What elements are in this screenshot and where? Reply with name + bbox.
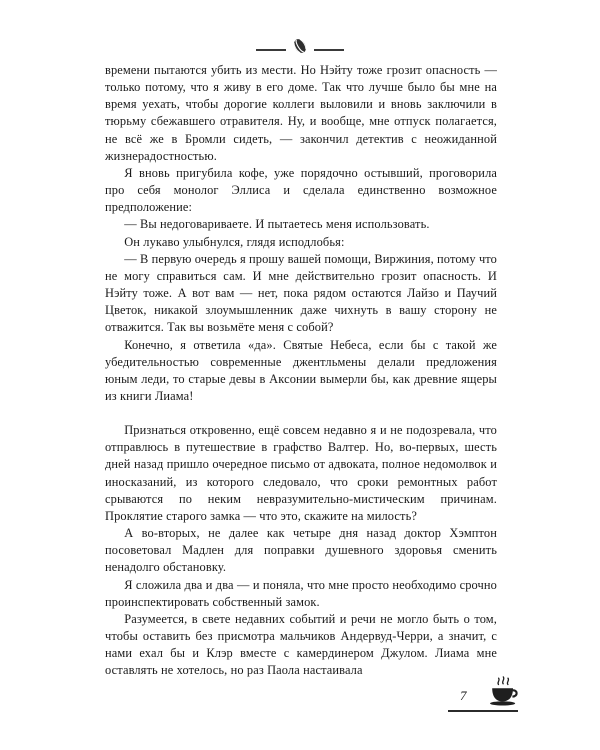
paragraph: Признаться откровенно, ещё совсем недавно я и не подозревала, что отправлюсь в путешествие в графство Валтер. Но, во-первых, шесть дней назад пришло очередное письмо от адвоката, полное недомолвок и иносказаний, из которого следовало, что сроки ремонтных работ срываются по неким невразумительно-мистическим причинам. Проклятие старого замка — что это, скажите на милость? (105, 423, 497, 523)
footer-rule (448, 710, 518, 712)
ornament-rule-right (314, 49, 344, 51)
paragraph: времени пытаются убить из мести. Но Нэйту тоже грозит опасность — только потому, что я живу в его доме. Так что лучше было бы мне на время уехать, чтобы дорогие коллеги выловили и вновь заключили в тюрьму сбежавшего отравителя. Ну, и вообще, мне отпуск полагается, не всё же в Бромли сидеть, — закончил детектив с неожиданной жизнерадостностью. (105, 63, 497, 163)
ornament-rule-left (256, 49, 286, 51)
body-text-column (105, 62, 497, 679)
paragraph: Я вновь пригубила кофе, уже порядочно остывший, проговорила про себя монолог Эллиса и сделала единственно возможное предположение: (105, 165, 497, 215)
paragraph: Разумеется, в свете недавних событий и речи не могло быть о том, чтобы оставить без присмотра мальчиков Андервуд-Черри, а значит, с нами ехал бы и Клэр вместе с камердинером Джулом. Лиама мне оставлять не хотелось, но раз Паола настаивала (105, 611, 497, 678)
paragraph: — Вы недоговариваете. И пытаетесь меня использовать. (124, 217, 430, 232)
paragraph: Конечно, я ответила «да». Святые Небеса, если бы с такой же убедительностью современные джентльмены делали предложения юным леди, то старые девы в Аксонии вымерли бы, как древние ящеры из книги Лиама! (105, 337, 497, 403)
steaming-coffee-cup-icon (486, 674, 520, 710)
scene-break (105, 405, 497, 422)
paragraph: Я сложила два и два — и поняла, что мне просто необходимо срочно проинспектировать собственный замок. (105, 577, 497, 609)
paragraph: А во-вторых, не далее как четыре дня назад доктор Хэмптон посоветовал Мадлен для поправки душевного здоровья сменить ненадолго обстановку. (105, 526, 497, 575)
paragraph: Он лукаво улыбнулся, глядя исподлобья: (124, 234, 345, 249)
page-footer (448, 686, 520, 730)
coffee-bean-ornament-icon (289, 35, 311, 57)
paragraph: — В первую очередь я прошу вашей помощи, Виржиния, потому что не могу справиться сам. И мне действительно грозит опасность. И Нэйту тоже. А вот вам — нет, пока рядом остаются Лайзо и Паучий Цветок, никакой злоумышленник даже чихнуть в вашу сторону не отважится. Так вы возьмёте меня с собой? (105, 251, 497, 335)
header-ornament (0, 34, 600, 58)
page-number: 7 (460, 688, 467, 703)
